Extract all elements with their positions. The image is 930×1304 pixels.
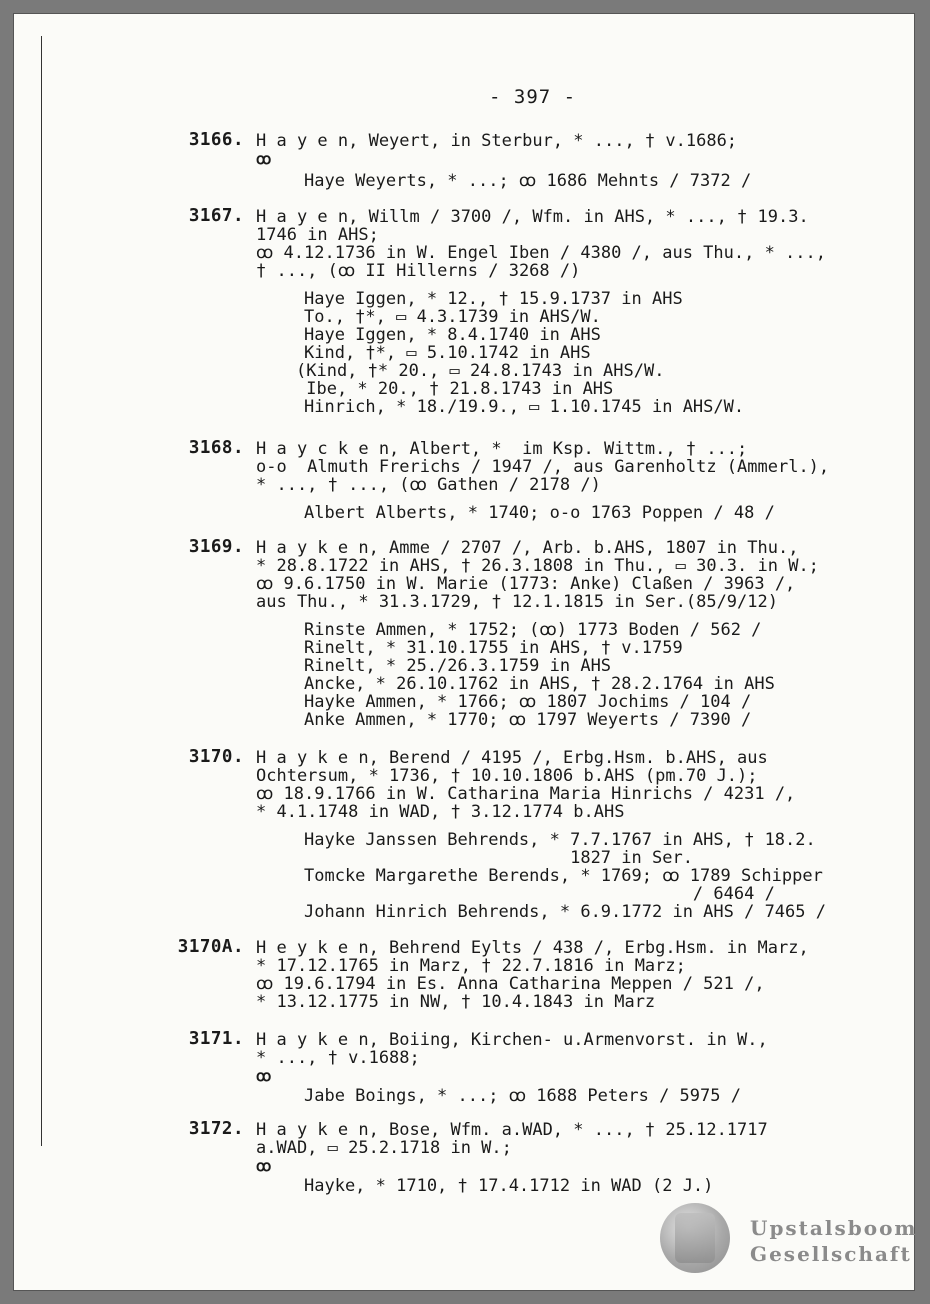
entry-number: 3167. (188, 206, 244, 226)
child-line: Ancke, * 26.10.1762 in AHS, † 28.2.1764 in AHS (304, 674, 775, 694)
entry-line: 1746 in AHS; (256, 225, 379, 245)
marriage-symbol: ꝏ (256, 1157, 272, 1175)
entry-number: 3170. (188, 747, 244, 767)
child-line: Anke Ammen, * 1770; ꝏ 1797 Weyerts / 7390 / (304, 710, 752, 730)
child-line: Rinste Ammen, * 1752; (ꝏ) 1773 Boden / 562 / (304, 620, 762, 640)
entry-line: a.WAD, ▭ 25.2.1718 in W.; (256, 1138, 512, 1158)
child-line: To., †*, ▭ 4.3.1739 in AHS/W. (304, 307, 601, 327)
entry-line: H a y k e n, Boiing, Kirchen- u.Armenvorst. in W., (256, 1030, 768, 1050)
entry-number: 3169. (188, 537, 244, 557)
entry-line: Ochtersum, * 1736, † 10.10.1806 b.AHS (pm.70 J.); (256, 766, 758, 786)
entry-line: H a y k e n, Amme / 2707 /, Arb. b.AHS, 1807 in Thu., (256, 538, 799, 558)
entry-line: H a y e n, Willm / 3700 /, Wfm. in AHS, * ..., † 19.3. (256, 207, 809, 227)
child-line: Jabe Boings, * ...; ꝏ 1688 Peters / 5975 / (304, 1086, 741, 1106)
child-line: Hayke, * 1710, † 17.4.1712 in WAD (2 J.) (304, 1176, 714, 1196)
entry-number: 3168. (188, 438, 244, 458)
child-line: / 6464 / (304, 884, 775, 904)
entry-line: ꝏ 4.12.1736 in W. Engel Iben / 4380 /, aus Thu., * ..., (256, 243, 826, 263)
entry-number: 3172. (188, 1119, 244, 1139)
entry-line: * ..., † v.1688; (256, 1048, 420, 1068)
child-line: Hayke Janssen Behrends, * 7.7.1767 in AHS, † 18.2. (304, 830, 816, 850)
society-seal-icon (660, 1203, 730, 1273)
marriage-symbol: ꝏ (256, 150, 272, 168)
child-line: Haye Iggen, * 12., † 15.9.1737 in AHS (304, 289, 683, 309)
marriage-symbol: ꝏ (256, 1067, 272, 1085)
entry-number: 3170A. (177, 937, 244, 957)
logo-line-1: Upstalsboom (750, 1216, 918, 1240)
entry-line: H a y e n, Weyert, in Sterbur, * ..., † v.1686; (256, 131, 738, 151)
document-page (14, 14, 914, 1290)
entry-line: ꝏ 18.9.1766 in W. Catharina Maria Hinrichs / 4231 /, (256, 784, 796, 804)
entry-line: * 4.1.1748 in WAD, † 3.12.1774 b.AHS (256, 802, 625, 822)
child-line: (Kind, †* 20., ▭ 24.8.1743 in AHS/W. (296, 361, 665, 381)
entry-line: aus Thu., * 31.3.1729, † 12.1.1815 in Ser.(85/9/12) (256, 592, 778, 612)
child-line: Rinelt, * 31.10.1755 in AHS, † v.1759 (304, 638, 683, 658)
child-line: Hinrich, * 18./19.9., ▭ 1.10.1745 in AHS/W. (304, 397, 745, 417)
entry-line: H e y k e n, Behrend Eylts / 438 /, Erbg.Hsm. in Marz, (256, 938, 809, 958)
child-line: Haye Iggen, * 8.4.1740 in AHS (304, 325, 601, 345)
entry-line: * ..., † ..., (ꝏ Gathen / 2178 /) (256, 475, 601, 495)
watermark-logo-text (750, 1215, 918, 1267)
entry-line: H a y c k e n, Albert, * im Ksp. Wittm., † ...; (256, 439, 748, 459)
child-line: Haye Weyerts, * ...; ꝏ 1686 Mehnts / 7372 / (304, 171, 752, 191)
entry-line: * 28.8.1722 in AHS, † 26.3.1808 in Thu., ▭ 30.3. in W.; (256, 556, 819, 576)
entry-line: ꝏ 9.6.1750 in W. Marie (1773: Anke) Claßen / 3963 /, (256, 574, 796, 594)
logo-line-2: Gesellschaft (750, 1242, 912, 1266)
child-line: Ibe, * 20., † 21.8.1743 in AHS (296, 379, 614, 399)
entry-line: † ..., (ꝏ II Hillerns / 3268 /) (256, 261, 581, 281)
child-line: Kind, †*, ▭ 5.10.1742 in AHS (304, 343, 591, 363)
child-line: Tomcke Margarethe Berends, * 1769; ꝏ 1789 Schipper (304, 866, 823, 886)
entry-line: o-o Almuth Frerichs / 1947 /, aus Garenholtz (Ammerl.), (256, 457, 830, 477)
child-line: Rinelt, * 25./26.3.1759 in AHS (304, 656, 612, 676)
child-line: Albert Alberts, * 1740; o-o 1763 Poppen / 48 / (304, 503, 775, 523)
entry-line: * 17.12.1765 in Marz, † 22.7.1816 in Marz; (256, 956, 686, 976)
entry-number: 3166. (188, 130, 244, 150)
entry-number: 3171. (188, 1029, 244, 1049)
child-line: 1827 in Ser. (304, 848, 693, 868)
entry-line: * 13.12.1775 in NW, † 10.4.1843 in Marz (256, 992, 656, 1012)
child-line: Hayke Ammen, * 1766; ꝏ 1807 Jochims / 104 / (304, 692, 752, 712)
entry-line: H a y k e n, Bose, Wfm. a.WAD, * ..., † 25.12.1717 (256, 1120, 768, 1140)
child-line: Johann Hinrich Behrends, * 6.9.1772 in AHS / 7465 / (304, 902, 826, 922)
entry-line: H a y k e n, Berend / 4195 /, Erbg.Hsm. b.AHS, aus (256, 748, 768, 768)
margin-rule (41, 36, 42, 1146)
entry-line: ꝏ 19.6.1794 in Es. Anna Catharina Meppen / 521 /, (256, 974, 765, 994)
page-number: - 397 - (489, 86, 577, 108)
